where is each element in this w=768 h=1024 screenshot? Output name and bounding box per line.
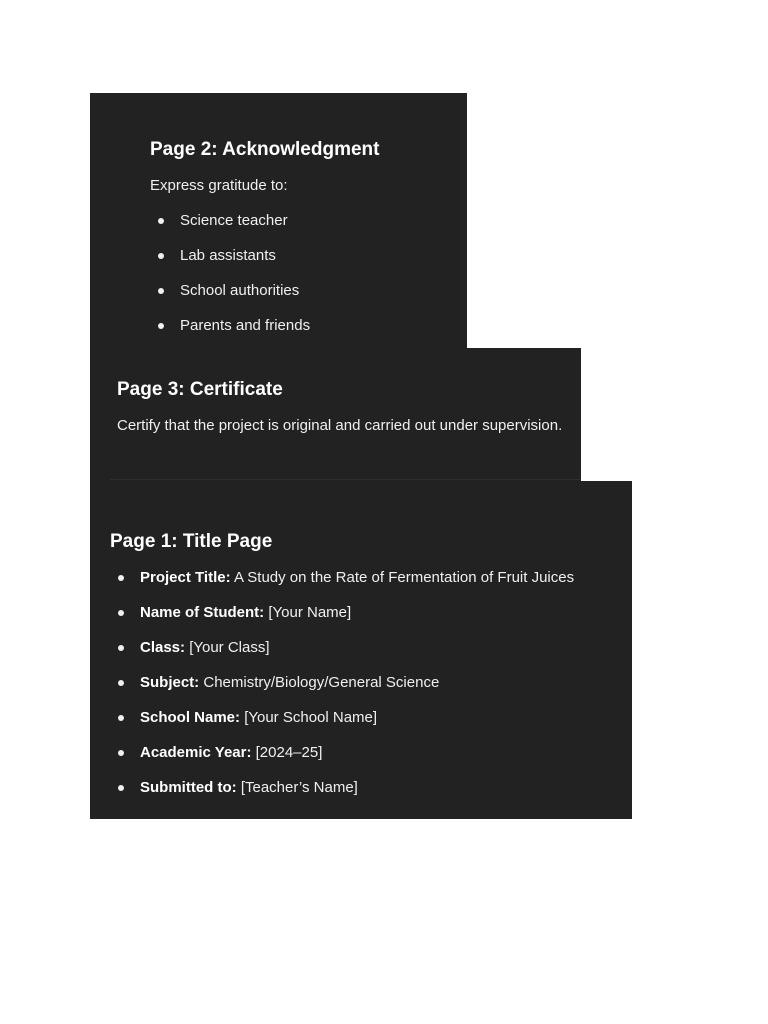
acknowledgment-intro: Express gratitude to: <box>150 177 288 194</box>
certificate-heading: Page 3: Certificate <box>117 379 283 400</box>
item-value: [2024–25] <box>255 744 323 761</box>
list-item: Lab assistants <box>150 247 310 282</box>
list-item <box>110 744 574 779</box>
list-item: Science teacher <box>150 212 310 247</box>
bullet-icon <box>118 645 124 651</box>
list-item <box>110 674 574 709</box>
bullet-icon <box>118 750 124 756</box>
certificate-text: Certify that the project is original and carried out under supervision. <box>117 417 563 434</box>
bullet-icon <box>158 218 164 224</box>
item-label: Academic Year: <box>140 744 252 761</box>
list-item: Parents and friends <box>150 317 310 352</box>
list-item <box>110 779 574 814</box>
item-value: [Your Class] <box>189 639 270 656</box>
item-value: Chemistry/Biology/General Science <box>203 674 440 691</box>
list-item <box>110 639 574 674</box>
bullet-icon <box>118 785 124 791</box>
acknowledgment-list <box>150 212 310 352</box>
title-page-heading: Page 1: Title Page <box>110 531 273 552</box>
list-item <box>110 569 574 604</box>
item-value: [Your Name] <box>268 604 352 621</box>
acknowledgment-heading: Page 2: Acknowledgment <box>150 139 380 160</box>
certificate-panel <box>90 348 581 482</box>
bullet-icon <box>118 715 124 721</box>
item-label: Project Title: <box>140 569 231 586</box>
item-value: A Study on the Rate of Fermentation of Fruit Juices <box>233 569 575 586</box>
item-label: Class: <box>140 639 186 656</box>
bullet-icon <box>158 253 164 259</box>
item-value: [Teacher’s Name] <box>240 779 358 796</box>
bullet-icon <box>118 610 124 616</box>
bullet-icon <box>118 680 124 686</box>
title-page-list <box>110 569 574 814</box>
list-item <box>110 604 574 639</box>
item-label: Subject: <box>140 674 200 691</box>
item-label: Submitted to: <box>140 779 237 796</box>
item-value: [Your School Name] <box>244 709 378 726</box>
bullet-icon <box>158 323 164 329</box>
list-item <box>110 709 574 744</box>
item-label: Name of Student: <box>140 604 265 621</box>
bullet-icon <box>158 288 164 294</box>
section-divider <box>110 479 581 480</box>
bullet-icon <box>118 575 124 581</box>
list-item: School authorities <box>150 282 310 317</box>
item-label: School Name: <box>140 709 241 726</box>
